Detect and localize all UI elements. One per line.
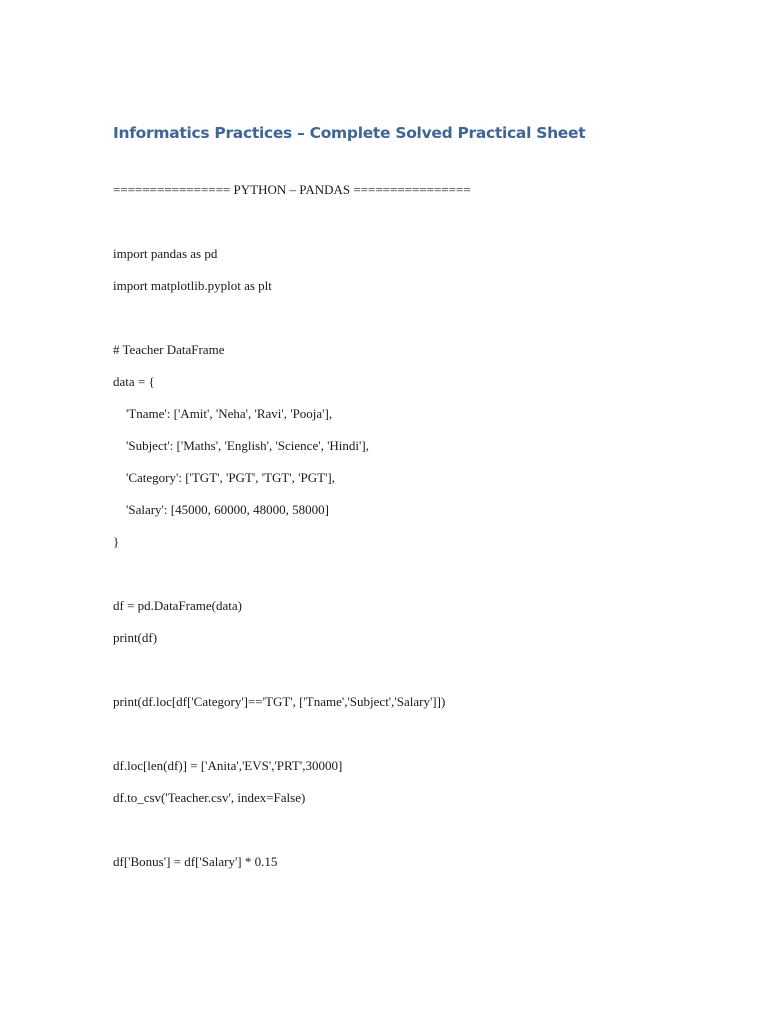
code-line-subject: 'Subject': ['Maths', 'English', 'Science', 'Hindi'],: [113, 438, 369, 453]
code-line-to-csv: df.to_csv('Teacher.csv', index=False): [113, 790, 306, 805]
code-line-import-pandas: import pandas as pd: [113, 246, 218, 261]
code-line-category: 'Category': ['TGT', 'PGT', 'TGT', 'PGT'],: [113, 470, 336, 485]
document-title: Informatics Practices – Complete Solved Practical Sheet: [113, 124, 586, 142]
code-line-comment: # Teacher DataFrame: [113, 342, 225, 357]
section-header: ================ PYTHON – PANDAS ================: [113, 182, 471, 197]
code-line-import-matplotlib: import matplotlib.pyplot as plt: [113, 278, 272, 293]
code-line-dataframe: df = pd.DataFrame(data): [113, 598, 242, 613]
code-line-tname: 'Tname': ['Amit', 'Neha', 'Ravi', 'Pooja'],: [113, 406, 333, 421]
code-line-print-loc: print(df.loc[df['Category']=='TGT', ['Tname','Subject','Salary']]): [113, 694, 446, 709]
code-line-data-open: data = {: [113, 374, 155, 389]
code-line-print-df: print(df): [113, 630, 158, 645]
code-line-salary: 'Salary': [45000, 60000, 48000, 58000]: [113, 502, 329, 517]
code-line-bonus: df['Bonus'] = df['Salary'] * 0.15: [113, 854, 278, 869]
code-line-data-close: }: [113, 534, 120, 549]
code-line-add-row: df.loc[len(df)] = ['Anita','EVS','PRT',30000]: [113, 758, 343, 773]
